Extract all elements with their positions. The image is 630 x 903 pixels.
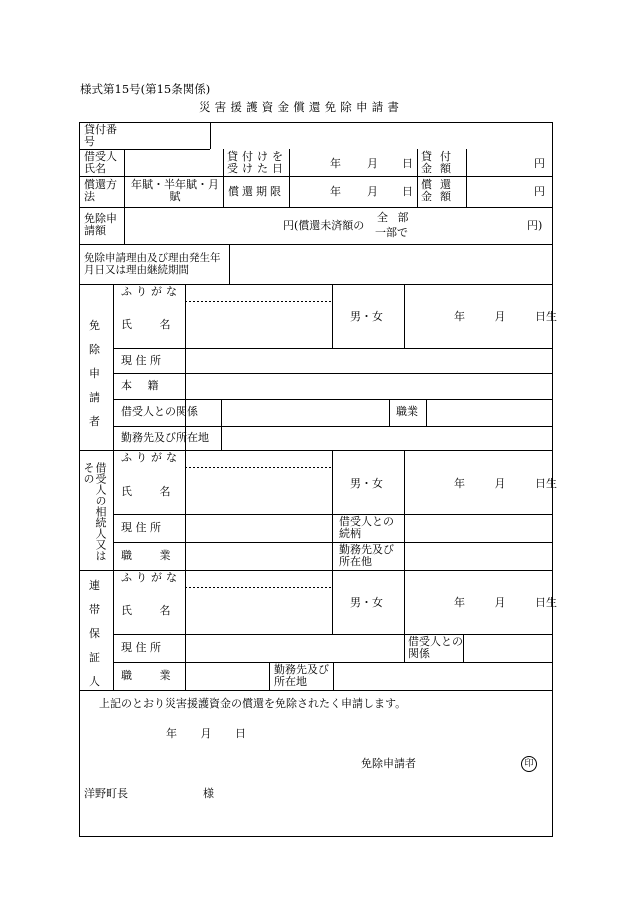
application-statement: 上記のとおり災害援護資金の償還を免除されたく申請します。 xyxy=(99,697,407,710)
heir-section-label: 借受人の相続人又はその xyxy=(82,462,107,561)
loan-date-day: 日 xyxy=(402,157,413,170)
heir-gender: 男・女 xyxy=(350,477,383,490)
applicant-workplace-label: 勤務先及び所在地 xyxy=(121,431,209,444)
loan-date-year: 年 xyxy=(330,157,341,170)
guarantor-birth: 年 月 日生 xyxy=(454,596,557,609)
form-title: 災害援護資金償還免除申請書 xyxy=(199,100,404,114)
guarantor-gender: 男・女 xyxy=(350,596,383,609)
repay-method-label: 償還方法 xyxy=(84,178,117,203)
exemption-yen-paren: 円(償還未済額の xyxy=(283,219,365,232)
borrower-name-label: 借受人氏名 xyxy=(84,150,117,175)
repay-period-day: 日 xyxy=(402,185,413,198)
applicant-relation-label: 借受人との関係 xyxy=(121,405,198,418)
application-form xyxy=(79,122,557,837)
loan-amount-yen: 円 xyxy=(534,157,545,170)
heir-job-label: 職 業 xyxy=(121,549,171,562)
guarantor-workplace-label: 勤務先及び所在地 xyxy=(274,663,329,688)
applicant-domicile-label: 本 籍 xyxy=(121,379,159,392)
exemption-reason-label: 免除申請理由及び理由発生年月日又は理由継続期間 xyxy=(84,252,221,276)
guarantor-section-label: 連帯保証人 xyxy=(89,579,100,688)
heir-address-label: 現 住 所 xyxy=(121,521,161,534)
exemption-all: 全 部 xyxy=(377,211,412,224)
applicant-furigana-label: ふりがな xyxy=(121,285,181,298)
heir-birth: 年 月 日生 xyxy=(454,477,557,490)
loan-date-label: 貸付けを受けた日 xyxy=(227,150,287,175)
seal-mark: 印 xyxy=(521,756,537,772)
form-number: 様式第15号(第15条関係) xyxy=(80,82,211,96)
guarantor-job-label: 職 業 xyxy=(121,669,171,682)
loan-amount-label: 貸付金額 xyxy=(421,150,459,175)
addressee-honorific: 様 xyxy=(203,787,214,800)
addressee: 洋野町長 xyxy=(84,787,128,800)
applicant-name-label: 氏 名 xyxy=(121,318,171,331)
loan-number-label: 貸付番号 xyxy=(84,123,117,148)
guarantor-name-label: 氏 名 xyxy=(121,604,171,617)
heir-workplace-label: 勤務先及び所在他 xyxy=(339,543,394,568)
applicant-job-label: 職業 xyxy=(396,405,418,418)
repay-period-month: 月 xyxy=(367,185,378,198)
applicant-birth: 年 月 日生 xyxy=(454,310,557,323)
repay-method-options: 年賦・半年賦・月賦 xyxy=(131,178,219,203)
guarantor-address-label: 現 住 所 xyxy=(121,641,161,654)
exemption-part: 一部で xyxy=(375,226,408,239)
exemption-amount-label: 免除申請額 xyxy=(84,212,117,237)
applicant-gender: 男・女 xyxy=(350,310,383,323)
application-date: 年 月 日 xyxy=(166,727,246,740)
repay-period-year: 年 xyxy=(330,185,341,198)
heir-name-label: 氏 名 xyxy=(121,485,171,498)
applicant-address-label: 現 住 所 xyxy=(121,354,161,367)
loan-date-month: 月 xyxy=(367,157,378,170)
guarantor-furigana-label: ふりがな xyxy=(121,571,181,584)
applicant-section-label: 免除申請者 xyxy=(89,319,100,428)
guarantor-relation-label: 借受人との関係 xyxy=(408,635,463,660)
heir-furigana-label: ふりがな xyxy=(121,451,181,464)
footer-applicant-label: 免除申請者 xyxy=(361,757,416,770)
repaid-amount-label: 償還金額 xyxy=(421,178,459,203)
repay-period-label: 償還期限 xyxy=(228,185,284,198)
repaid-amount-yen: 円 xyxy=(534,185,545,198)
exemption-yen-close: 円) xyxy=(527,219,543,232)
heir-relation-label: 借受人との続柄 xyxy=(339,515,394,540)
